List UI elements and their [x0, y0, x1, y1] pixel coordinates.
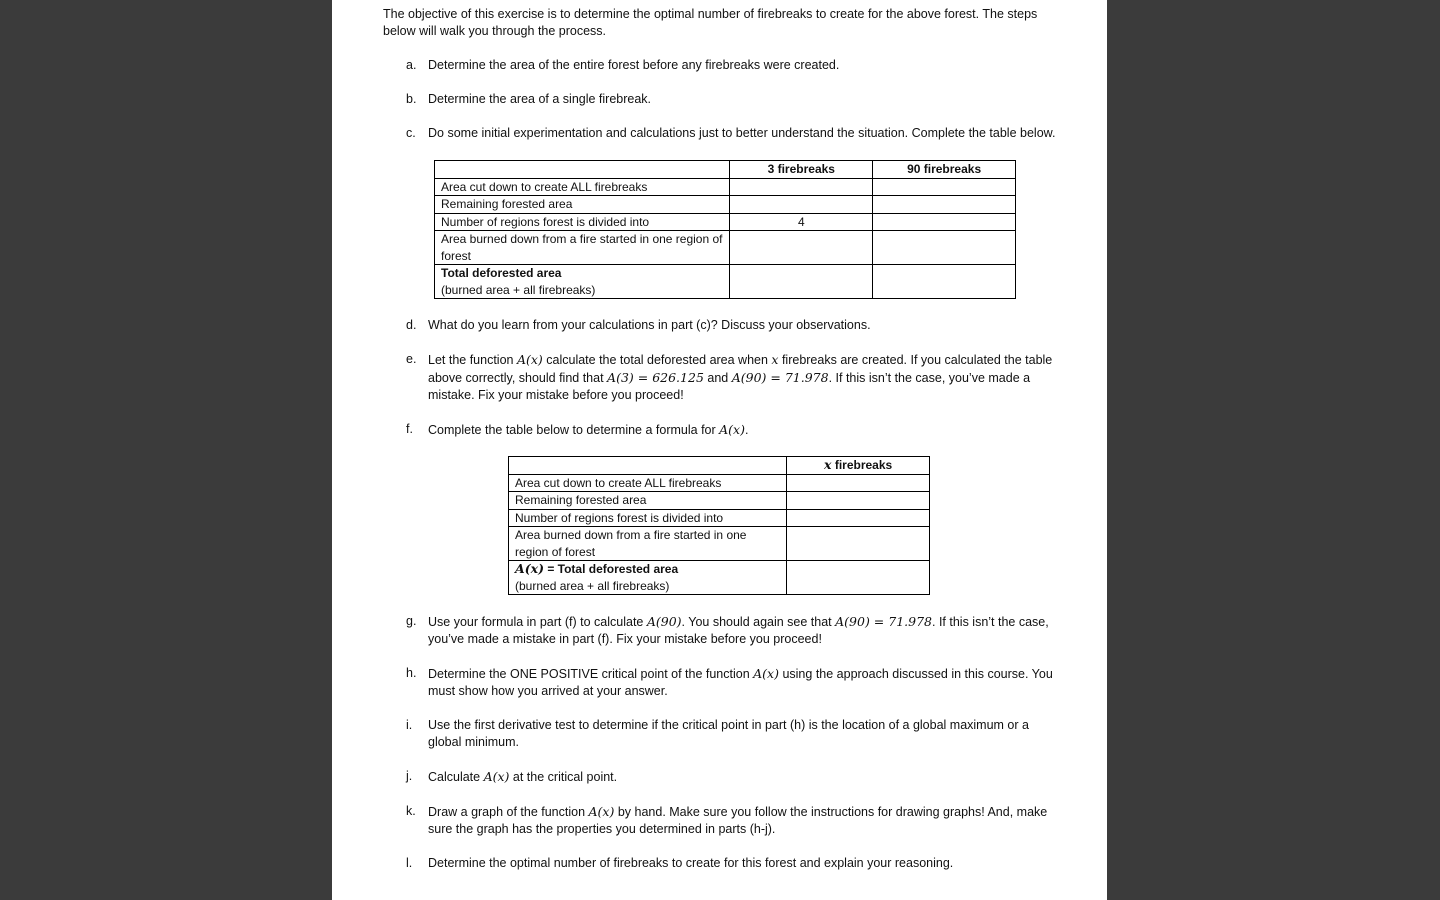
question-letter: k. [406, 804, 416, 818]
document-content [383, 6, 1063, 872]
answer-cell[interactable] [730, 231, 873, 265]
table-row [509, 561, 930, 595]
question-a [383, 57, 1063, 74]
formula-table [508, 456, 930, 595]
answer-cell[interactable] [873, 213, 1016, 231]
row-label: Area cut down to create ALL firebreaks [435, 178, 730, 196]
question-text: Determine the area of the entire forest before any firebreaks were created. [428, 58, 840, 72]
row-label: Area burned down from a fire started in one region of forest [435, 231, 730, 265]
question-f [383, 421, 1063, 439]
math-expression: x [824, 457, 832, 472]
row-label-bold: = Total deforested area [543, 562, 679, 576]
question-d [383, 317, 1063, 334]
row-label-bold: Total deforested area [441, 266, 562, 280]
table-header-cell [787, 457, 930, 475]
question-letter: c. [406, 126, 416, 140]
table-row [435, 196, 1016, 214]
table-header-row [509, 457, 930, 475]
row-label [435, 265, 730, 299]
answer-cell[interactable] [873, 265, 1016, 299]
answer-cell[interactable] [787, 527, 930, 561]
row-label: Area burned down from a fire started in one region of forest [509, 527, 787, 561]
row-label: Area cut down to create ALL firebreaks [509, 474, 787, 492]
math-expression: A(90) [646, 614, 682, 629]
answer-cell[interactable] [873, 178, 1016, 196]
table-header-cell [435, 161, 730, 179]
question-l [383, 855, 1063, 872]
table-row [509, 492, 930, 510]
math-expression: A(x) [588, 804, 615, 819]
math-expression: A(90) = 71.978 [731, 370, 829, 385]
answer-cell[interactable] [787, 561, 930, 595]
question-text: Draw a graph of the function [428, 805, 589, 819]
header-text: firebreaks [831, 458, 893, 472]
question-k [383, 803, 1063, 838]
intro-paragraph: The objective of this exercise is to determine the optimal number of firebreaks to create for the above forest. The steps below will walk you through the process. [383, 7, 1038, 38]
question-letter: b. [406, 92, 417, 106]
question-text: . You should again see that [681, 615, 836, 629]
row-label-sub: (burned area + all firebreaks) [441, 282, 596, 297]
question-text: firebreaks are created. If you calculated the table above correctly, should find that [428, 353, 1053, 385]
answer-cell[interactable]: 4 [730, 213, 873, 231]
row-label [509, 561, 787, 595]
question-text: calculate the total deforested area when [542, 353, 772, 367]
question-letter: j. [406, 769, 413, 783]
question-text: Determine the ONE POSITIVE critical point of the function [428, 667, 754, 681]
question-letter: f. [406, 422, 413, 436]
question-text: What do you learn from your calculations in part (c)? Discuss your observations. [428, 318, 871, 332]
question-letter: g. [406, 614, 417, 628]
question-g [383, 613, 1063, 648]
answer-cell[interactable] [730, 196, 873, 214]
math-expression: x [771, 352, 779, 367]
math-expression: A(x) [516, 352, 543, 367]
table-row [435, 231, 1016, 265]
table-row [509, 474, 930, 492]
row-label: Remaining forested area [435, 196, 730, 214]
question-b [383, 91, 1063, 108]
question-text: Determine the area of a single firebreak. [428, 92, 652, 106]
question-text: Determine the optimal number of firebreaks to create for this forest and explain your reasoning. [428, 856, 954, 870]
question-text: Calculate [428, 770, 484, 784]
question-letter: e. [406, 352, 417, 366]
experiment-table [434, 160, 1016, 299]
row-label: Number of regions forest is divided into [435, 213, 730, 231]
question-text: at the critical point. [509, 770, 618, 784]
table-row [435, 265, 1016, 299]
answer-cell[interactable] [873, 196, 1016, 214]
row-label: Number of regions forest is divided into [509, 509, 787, 527]
question-letter: a. [406, 58, 417, 72]
question-text: Let the function [428, 353, 517, 367]
question-e [383, 351, 1063, 404]
question-text: . If this isn’t the case, you’ve made a mistake. Fix your mistake before you proceed! [428, 371, 1031, 402]
question-letter: l. [406, 856, 413, 870]
question-text: . [744, 423, 749, 437]
answer-cell[interactable] [730, 265, 873, 299]
question-text: Do some initial experimentation and calculations just to better understand the situation. Complete the table below. [428, 126, 1056, 140]
math-expression: A(x) [483, 769, 510, 784]
document-page [332, 0, 1107, 900]
question-text: using the approach discussed in this course. You must show how you arrived at your answer. [428, 667, 1053, 698]
table-row [509, 509, 930, 527]
question-text: Complete the table below to determine a formula for [428, 423, 720, 437]
question-text: Use the first derivative test to determine if the critical point in part (h) is the location of a global maximum or a global minimum. [428, 718, 1029, 749]
math-expression: A(x) [753, 666, 779, 681]
math-expression: A(x) [515, 561, 544, 576]
math-expression: A(3) = 626.125 [607, 370, 704, 385]
question-c [383, 125, 1063, 142]
math-expression: A(x) [719, 422, 745, 437]
table-row [435, 178, 1016, 196]
table-header-cell: 90 firebreaks [873, 161, 1016, 179]
question-text: . If this isn’t the case, you’ve made a mistake in part (f). Fix your mistake before you proceed! [428, 615, 1049, 646]
question-text: and [703, 371, 732, 385]
row-label: Remaining forested area [509, 492, 787, 510]
table-header-cell [509, 457, 787, 475]
answer-cell[interactable] [873, 231, 1016, 265]
table-header-row [435, 161, 1016, 179]
question-i [383, 717, 1063, 751]
question-letter: i. [406, 718, 413, 732]
question-j [383, 768, 1063, 786]
row-label-sub: (burned area + all firebreaks) [515, 578, 670, 593]
math-expression: A(90) = 71.978 [835, 614, 932, 629]
answer-cell[interactable] [730, 178, 873, 196]
table-header-cell: 3 firebreaks [730, 161, 873, 179]
question-letter: d. [406, 318, 417, 332]
question-text: Use your formula in part (f) to calculate [428, 615, 647, 629]
table-row [509, 527, 930, 561]
answer-cell[interactable] [787, 492, 930, 510]
answer-cell[interactable] [787, 474, 930, 492]
table-row [435, 213, 1016, 231]
question-text: by hand. Make sure you follow the instructions for drawing graphs! And, make sure the graph has the properties you determined in parts (h-j). [428, 805, 1048, 836]
question-h [383, 665, 1063, 700]
question-letter: h. [406, 666, 417, 680]
answer-cell[interactable] [787, 509, 930, 527]
